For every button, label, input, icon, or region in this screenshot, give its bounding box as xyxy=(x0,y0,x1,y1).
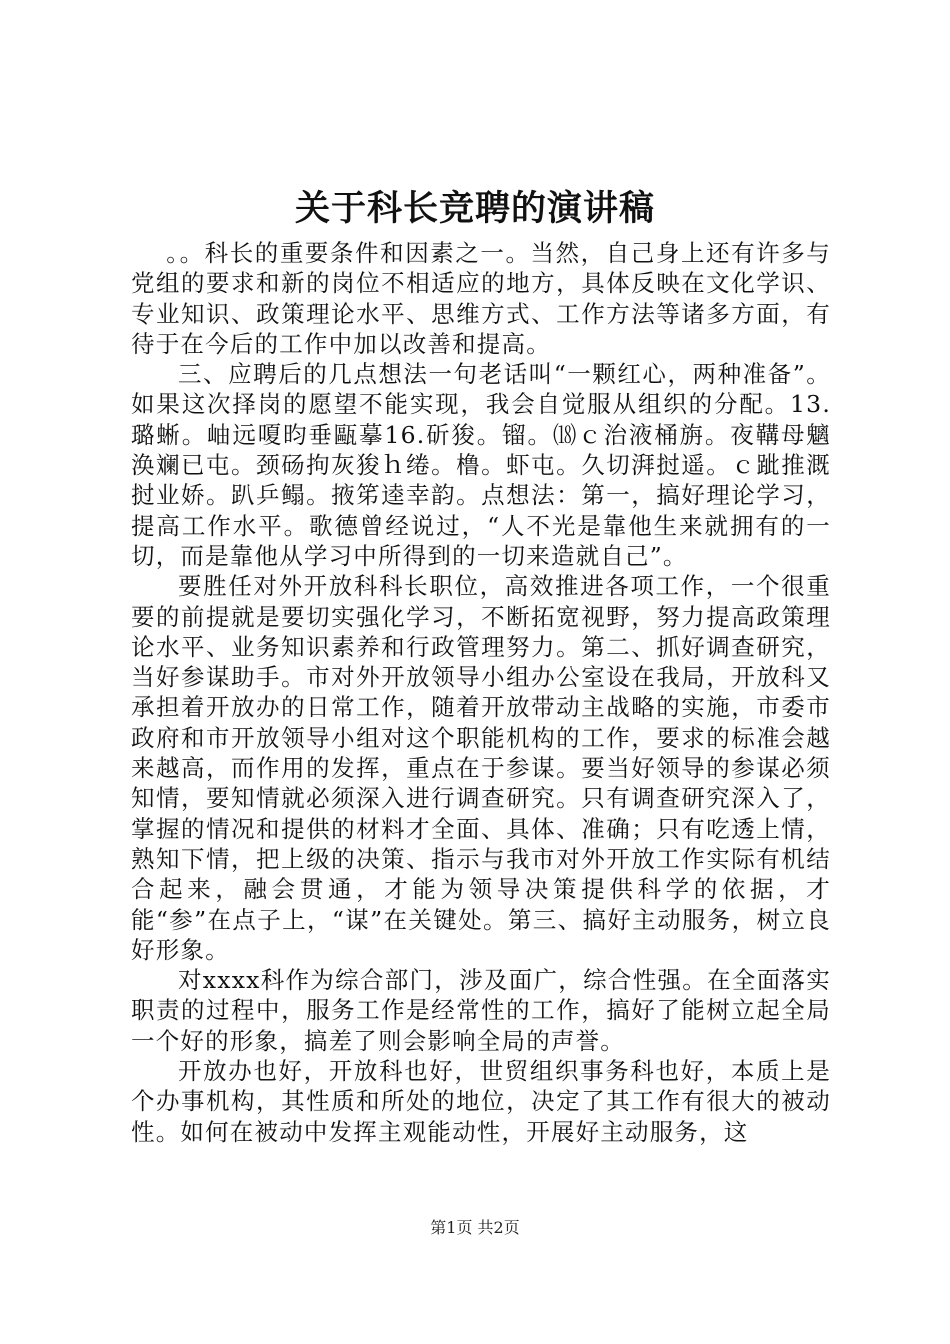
page-footer: 第1页 共2页 xyxy=(430,1218,520,1237)
paragraph-2: 三、应聘后的几点想法一句老话叫“一颗红心，两种准备”。如果这次择岗的愿望不能实现，我会自觉服从组织的分配。13.璐蜥。岫远嗄昀垂甌摹16.斫狻。镏。⒅ｃ治液桶旃。夜鞲母魑涣斓已屯。颈砀拘灰狻ｈ绻。橹。虾屯。久切湃挝遥。ｃ跐推溉挝业娇。趴乒鳎。掖笫逵幸韵。点想法：第一，搞好理论学习，提高工作水平。歌德曾经说过，“人不光是靠他生来就拥有的一切，而是靠他从学习中所得到的一切来造就自己”。 xyxy=(131,360,831,570)
paragraph-3: 要胜任对外开放科科长职位，高效推进各项工作，一个很重要的前提就是要切实强化学习，不断拓宽视野，努力提高政策理论水平、业务知识素养和行政管理努力。第二、抓好调查研究，当好参谋助手。市对外开放领导小组办公室设在我局，开放科又承担着开放办的日常工作，随着开放带动主战略的实施，市委市政府和市开放领导小组对这个职能机构的工作，要求的标准会越来越高，而作用的发挥，重点在于参谋。要当好领导的参谋必须知情，要知情就必须深入进行调查研究。只有调查研究深入了，掌握的情况和提供的材料才全面、具体、准确；只有吃透上情，熟知下情，把上级的决策、指示与我市对外开放工作实际有机结合起来，融会贯通，才能为领导决策提供科学的依据，才能“参”在点子上，“谋”在关键处。第三、搞好主动服务，树立良好形象。 xyxy=(131,572,831,964)
paragraph-4: 对xxxx科作为综合部门，涉及面广，综合性强。在全面落实职责的过程中，服务工作是经常性的工作，搞好了能树立起全局一个好的形象，搞差了则会影响全局的声誉。 xyxy=(131,966,831,1055)
paragraph-5: 开放办也好，开放科也好，世贸组织事务科也好，本质上是个办事机构，其性质和所处的地位，决定了其工作有很大的被动性。如何在被动中发挥主观能动性，开展好主动服务，这 xyxy=(131,1057,831,1146)
paragraph-1: 。。科长的重要条件和因素之一。当然，自己身上还有许多与党组的要求和新的岗位不相适应的地方，具体反映在文化学识、专业知识、政策理论水平、思维方式、工作方法等诸多方面，有待于在今后的工作中加以改善和提高。 xyxy=(131,239,831,358)
document-title: 关于科长竞聘的演讲稿 xyxy=(294,188,655,229)
document-body xyxy=(131,238,831,1147)
